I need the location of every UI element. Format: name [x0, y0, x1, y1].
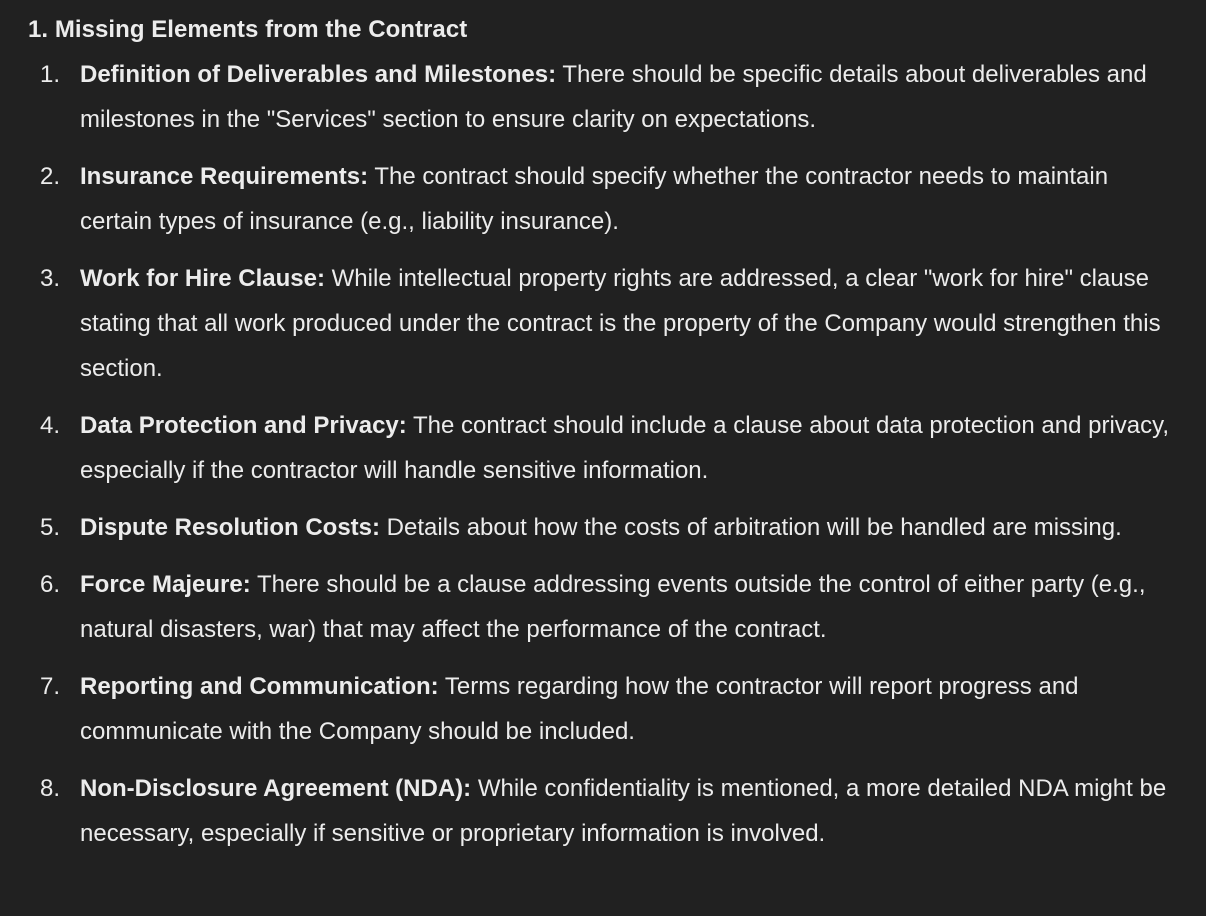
list-item-term: Dispute Resolution Costs:	[80, 514, 381, 541]
list-item-text: Details about how the costs of arbitration will be handled are missing.	[380, 514, 1122, 541]
list-item	[28, 664, 1178, 754]
list-item-term: Reporting and Communication:	[80, 673, 439, 700]
list-item-number: 2.	[40, 163, 61, 190]
list-item-term: Non-Disclosure Agreement (NDA):	[80, 775, 472, 802]
list-item-text: While intellectual property rights are addressed, a clear "work for hire" clause stating that all work produced under the contract is the property of the Company would strengthen this section.	[80, 265, 1161, 382]
list-item-number: 6.	[40, 571, 61, 598]
list-item	[28, 766, 1178, 856]
list-item-number: 5.	[40, 514, 61, 541]
list-item-text: There should be specific details about deliverables and milestones in the "Services" section to ensure clarity on expectations.	[80, 61, 1147, 133]
list-item-term: Definition of Deliverables and Milestones:	[80, 61, 557, 88]
list-item	[28, 403, 1178, 493]
list-item	[28, 256, 1178, 391]
list-item	[28, 154, 1178, 244]
list-item-text: The contract should include a clause about data protection and privacy, especially if the contractor will handle sensitive information.	[80, 412, 1170, 484]
list-item-text: Terms regarding how the contractor will report progress and communicate with the Company should be included.	[80, 673, 1079, 745]
list-item-term: Data Protection and Privacy:	[80, 412, 407, 439]
list-item-number: 4.	[40, 412, 61, 439]
list-item	[28, 505, 1178, 550]
list-item-term: Force Majeure:	[80, 571, 251, 598]
list-item-number: 1.	[40, 61, 61, 88]
list-item-text: The contract should specify whether the contractor needs to maintain certain types of insurance (e.g., liability insurance).	[80, 163, 1109, 235]
missing-elements-list	[28, 52, 1178, 856]
list-item-number: 3.	[40, 265, 61, 292]
list-item-number: 7.	[40, 673, 61, 700]
section-heading: 1. Missing Elements from the Contract	[28, 16, 468, 43]
list-item	[28, 562, 1178, 652]
list-item-text: While confidentiality is mentioned, a more detailed NDA might be necessary, especially if sensitive or proprietary information is involved.	[80, 775, 1167, 847]
list-item-text: There should be a clause addressing events outside the control of either party (e.g., natural disasters, war) that may affect the performance of the contract.	[80, 571, 1146, 643]
list-item	[28, 52, 1178, 142]
list-item-term: Insurance Requirements:	[80, 163, 369, 190]
list-item-number: 8.	[40, 775, 61, 802]
list-item-term: Work for Hire Clause:	[80, 265, 325, 292]
